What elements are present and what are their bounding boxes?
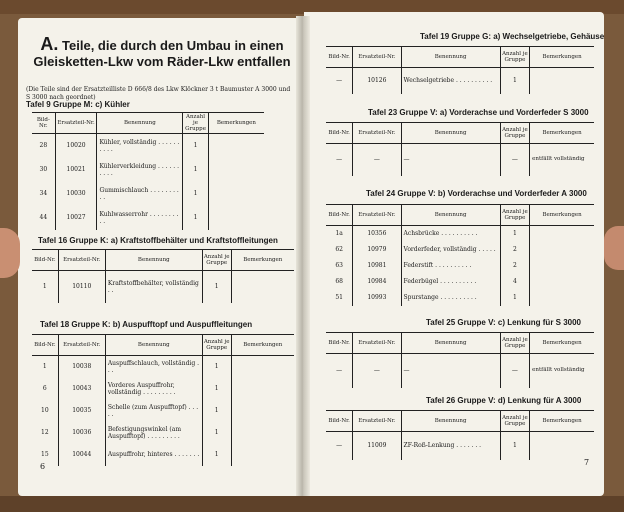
table-row bbox=[32, 400, 294, 422]
cell-bem bbox=[208, 158, 264, 182]
parts-table bbox=[32, 334, 294, 466]
cell-nr: 10044 bbox=[58, 444, 105, 466]
cell-name: Federstift . . . . . . . . . . bbox=[401, 258, 500, 274]
table-header-row bbox=[326, 411, 594, 432]
cell-anz: — bbox=[500, 354, 529, 388]
cell-bem bbox=[231, 444, 294, 466]
cell-bem bbox=[231, 400, 294, 422]
column-header-anz: Anzahl je Gruppe bbox=[500, 123, 529, 144]
column-header-anz: Anzahl je Gruppe bbox=[500, 205, 529, 226]
parts-table bbox=[326, 332, 594, 388]
table-header-row bbox=[326, 333, 594, 354]
parts-table bbox=[326, 410, 594, 460]
cell-anz: 1 bbox=[202, 378, 231, 400]
table-header-row bbox=[32, 250, 294, 271]
column-header-bem: Bemerkungen bbox=[530, 123, 594, 144]
parts-table bbox=[326, 204, 594, 306]
table-row bbox=[326, 432, 594, 460]
cell-anz: — bbox=[500, 144, 529, 176]
cell-name: Auspuffschlauch, vollständig . . . bbox=[105, 356, 202, 378]
table-header-row bbox=[326, 47, 594, 68]
page-number: 7 bbox=[584, 458, 590, 467]
cell-anz: 1 bbox=[202, 400, 231, 422]
cell-bild: — bbox=[336, 77, 343, 85]
heading-letter: A. bbox=[40, 34, 59, 54]
cell-bem bbox=[530, 226, 594, 242]
column-header-name: Benennung bbox=[401, 47, 500, 68]
column-header-bild: Bild-Nr. bbox=[326, 47, 353, 68]
cell-anz: 1 bbox=[202, 356, 231, 378]
table-row bbox=[326, 290, 594, 306]
table-title: Tafel 25 Gruppe V: c) Lenkung für S 3000 bbox=[426, 318, 582, 327]
page-number: 6 bbox=[40, 462, 46, 471]
cell-anz: 2 bbox=[500, 242, 529, 258]
cell-name: Wechselgetriebe . . . . . . . . . . bbox=[401, 68, 500, 94]
column-header-name: Benennung bbox=[401, 205, 500, 226]
column-header-nr: Ersatzteil-Nr. bbox=[353, 123, 401, 144]
cell-anz: 1 bbox=[202, 444, 231, 466]
cell-bild: 34 bbox=[39, 190, 48, 197]
column-header-bild: Bild-Nr. bbox=[326, 123, 353, 144]
cell-bem bbox=[530, 432, 594, 460]
cell-bem bbox=[530, 258, 594, 274]
table-header-row bbox=[32, 113, 264, 134]
column-header-bem: Bemerkungen bbox=[231, 335, 294, 356]
cell-name: Federbügel . . . . . . . . . . bbox=[401, 274, 500, 290]
cell-bild: 6 bbox=[42, 385, 47, 392]
cell-bild: — bbox=[336, 156, 343, 164]
cell-nr: 10356 bbox=[353, 226, 401, 242]
table-header-row bbox=[326, 205, 594, 226]
table-title: Tafel 26 Gruppe V: d) Lenkung für A 3000 bbox=[426, 396, 582, 405]
cell-bild: 15 bbox=[41, 451, 49, 458]
column-header-bild: Bild-Nr. bbox=[32, 113, 55, 134]
table-title: Tafel 19 Gruppe G: a) Wechselgetriebe, Gehäuse bbox=[420, 32, 604, 41]
cell-anz: 4 bbox=[500, 274, 529, 290]
cell-bild: 51 bbox=[335, 294, 343, 301]
cell-bild: 68 bbox=[335, 278, 343, 285]
column-header-nr: Ersatzteil-Nr. bbox=[58, 335, 105, 356]
heading-text: Teile, die durch den Umbau in einen Gleisketten-Lkw vom Räder-Lkw entfallen bbox=[33, 38, 291, 69]
cell-anz: 1 bbox=[183, 206, 209, 230]
parts-table bbox=[32, 112, 264, 230]
column-header-nr: Ersatzteil-Nr. bbox=[353, 411, 401, 432]
cell-nr: — bbox=[353, 144, 401, 176]
right-page bbox=[304, 12, 604, 496]
cell-nr: 10038 bbox=[58, 356, 105, 378]
cell-bild: — bbox=[336, 442, 343, 450]
cell-nr: 10030 bbox=[55, 182, 97, 206]
table-header-row bbox=[326, 123, 594, 144]
table-row bbox=[326, 226, 594, 242]
table-row bbox=[326, 274, 594, 290]
cell-anz: 1 bbox=[202, 271, 231, 303]
cell-name: Auspuffrohr, hinteres . . . . . . . bbox=[105, 444, 202, 466]
cell-bem bbox=[530, 274, 594, 290]
cell-bem bbox=[231, 422, 294, 444]
column-header-anz: Anzahl je Gruppe bbox=[202, 335, 231, 356]
cell-bem bbox=[208, 134, 264, 158]
table-row bbox=[32, 182, 264, 206]
cell-bild: 44 bbox=[39, 214, 48, 221]
cell-nr: 10993 bbox=[353, 290, 401, 306]
table-row bbox=[32, 444, 294, 466]
column-header-bild: Bild-Nr. bbox=[326, 205, 353, 226]
column-header-bild: Bild-Nr. bbox=[32, 250, 58, 271]
cell-anz: 2 bbox=[500, 258, 529, 274]
parts-table bbox=[32, 249, 294, 303]
cell-bem bbox=[231, 378, 294, 400]
cell-bild: 28 bbox=[39, 142, 48, 150]
cell-anz: 1 bbox=[500, 226, 529, 242]
column-header-bild: Bild-Nr. bbox=[32, 335, 58, 356]
left-page bbox=[18, 18, 302, 496]
cell-anz: 1 bbox=[183, 158, 209, 182]
cell-bild: 63 bbox=[335, 262, 343, 269]
table-header-row bbox=[32, 335, 294, 356]
cell-bem bbox=[231, 271, 294, 303]
cell-name: — bbox=[401, 354, 500, 388]
cell-nr: 10126 bbox=[353, 68, 401, 94]
cell-nr: 10979 bbox=[353, 242, 401, 258]
cell-bem bbox=[231, 356, 294, 378]
column-header-nr: Ersatzteil-Nr. bbox=[58, 250, 105, 271]
cell-nr: 10035 bbox=[58, 400, 105, 422]
column-header-bem: Bemerkungen bbox=[530, 205, 594, 226]
cell-nr: 10110 bbox=[58, 271, 105, 303]
section-heading bbox=[24, 36, 300, 70]
table-row bbox=[326, 68, 594, 94]
table-title: Tafel 16 Gruppe K: a) Kraftstoffbehälter und Kraftstoffleitungen bbox=[38, 236, 278, 245]
cell-anz: 1 bbox=[500, 432, 529, 460]
column-header-bem: Bemerkungen bbox=[231, 250, 294, 271]
cell-bem bbox=[208, 182, 264, 206]
parts-table bbox=[326, 122, 594, 176]
table-row bbox=[326, 354, 594, 388]
column-header-name: Benennung bbox=[401, 411, 500, 432]
background-bottom bbox=[0, 496, 624, 512]
cell-bem bbox=[208, 206, 264, 230]
cell-nr: 10036 bbox=[58, 422, 105, 444]
cell-name: ZF-Roß-Lenkung . . . . . . . bbox=[401, 432, 500, 460]
cell-name: Spurstange . . . . . . . . . . bbox=[401, 290, 500, 306]
table-row bbox=[326, 144, 594, 176]
column-header-anz: Anzahl je Gruppe bbox=[500, 411, 529, 432]
cell-name: Vorderes Auspuffrohr, vollständig . . . . . . . . . bbox=[105, 378, 202, 400]
cell-nr: 10027 bbox=[55, 206, 97, 230]
cell-name: Kuhlwasserrohr . . . . . . . . . . bbox=[97, 206, 183, 230]
table-row bbox=[32, 356, 294, 378]
cell-name: Kühler, vollständig . . . . . . . . . . bbox=[97, 134, 183, 158]
column-header-anz: Anzahl je Gruppe bbox=[500, 47, 529, 68]
cell-bild: 10 bbox=[41, 407, 49, 414]
subheading: (Die Teile sind der Ersatzteilliste D 666/8 des Lkw Klöckner 3 t Baumuster A 3000 und S 3000 nach geordnet) bbox=[26, 86, 291, 101]
cell-bem bbox=[530, 68, 594, 94]
cell-nr: 10981 bbox=[353, 258, 401, 274]
cell-bild: 12 bbox=[41, 429, 49, 436]
cell-name: Kühlerverkleidung . . . . . . . . . . bbox=[97, 158, 183, 182]
column-header-nr: Ersatzteil-Nr. bbox=[353, 47, 401, 68]
cell-nr: — bbox=[353, 354, 401, 388]
cell-anz: 1 bbox=[202, 422, 231, 444]
cell-bild: 30 bbox=[39, 166, 48, 173]
book-gutter bbox=[296, 16, 310, 496]
table-row bbox=[32, 158, 264, 182]
column-header-anz: Anzahl je Gruppe bbox=[183, 113, 209, 134]
cell-bild: 1 bbox=[42, 283, 47, 291]
column-header-name: Benennung bbox=[105, 250, 202, 271]
cell-bem bbox=[530, 290, 594, 306]
cell-name: Schelle (zum Auspufftopf) . . . . . bbox=[105, 400, 202, 422]
column-header-bem: Bemerkungen bbox=[208, 113, 264, 134]
cell-nr: 10021 bbox=[55, 158, 97, 182]
column-header-anz: Anzahl je Gruppe bbox=[500, 333, 529, 354]
table-row bbox=[326, 258, 594, 274]
thumb-right bbox=[604, 226, 624, 270]
cell-nr: 10043 bbox=[58, 378, 105, 400]
column-header-anz: Anzahl je Gruppe bbox=[202, 250, 231, 271]
column-header-name: Benennung bbox=[401, 123, 500, 144]
column-header-nr: Ersatzteil-Nr. bbox=[353, 333, 401, 354]
table-row bbox=[32, 134, 264, 158]
column-header-name: Benennung bbox=[105, 335, 202, 356]
column-header-bem: Bemerkungen bbox=[530, 47, 594, 68]
cell-nr: 10020 bbox=[55, 134, 97, 158]
table-title: Tafel 23 Gruppe V: a) Vorderachse und Vorderfeder S 3000 bbox=[368, 108, 589, 117]
cell-name: Vorderfeder, vollständig . . . . . bbox=[401, 242, 500, 258]
table-title: Tafel 24 Gruppe V: b) Vorderachse und Vorderfeder A 3000 bbox=[366, 189, 587, 198]
cell-bem: entfällt vollständig bbox=[530, 354, 594, 388]
column-header-bild: Bild-Nr. bbox=[326, 333, 353, 354]
column-header-name: Benennung bbox=[401, 333, 500, 354]
column-header-bem: Bemerkungen bbox=[530, 333, 594, 354]
cell-bem: entfällt vollständig bbox=[530, 144, 594, 176]
cell-name: Kraftstoffbehälter, vollständig . . bbox=[105, 271, 202, 303]
table-title: Tafel 9 Gruppe M: c) Kühler bbox=[26, 100, 130, 109]
table-row bbox=[32, 422, 294, 444]
cell-nr: 10984 bbox=[353, 274, 401, 290]
column-header-nr: Ersatzteil-Nr. bbox=[353, 205, 401, 226]
cell-name: — bbox=[401, 144, 500, 176]
cell-anz: 1 bbox=[500, 290, 529, 306]
column-header-bild: Bild-Nr. bbox=[326, 411, 353, 432]
column-header-name: Benennung bbox=[97, 113, 183, 134]
cell-bild: 1 bbox=[42, 363, 47, 371]
cell-bild: 62 bbox=[335, 246, 343, 253]
table-row bbox=[32, 378, 294, 400]
thumb-left bbox=[0, 228, 20, 278]
table-row bbox=[32, 271, 294, 303]
cell-bild: — bbox=[336, 367, 343, 375]
cell-nr: 11009 bbox=[353, 432, 401, 460]
column-header-nr: Ersatzteil-Nr. bbox=[55, 113, 97, 134]
cell-anz: 1 bbox=[183, 134, 209, 158]
table-title: Tafel 18 Gruppe K: b) Auspufftopf und Auspuffleitungen bbox=[40, 320, 253, 329]
cell-anz: 1 bbox=[183, 182, 209, 206]
column-header-bem: Bemerkungen bbox=[530, 411, 594, 432]
cell-bild: 1a bbox=[335, 230, 343, 238]
cell-name: Achsbrücke . . . . . . . . . . bbox=[401, 226, 500, 242]
cell-name: Gummischlauch . . . . . . . . . . bbox=[97, 182, 183, 206]
cell-name: Befestigungswinkel (am Auspufftopf) . . . . . . . . . bbox=[105, 422, 202, 444]
cell-anz: 1 bbox=[500, 68, 529, 94]
table-row bbox=[32, 206, 264, 230]
parts-table bbox=[326, 46, 594, 94]
table-row bbox=[326, 242, 594, 258]
cell-bem bbox=[530, 242, 594, 258]
